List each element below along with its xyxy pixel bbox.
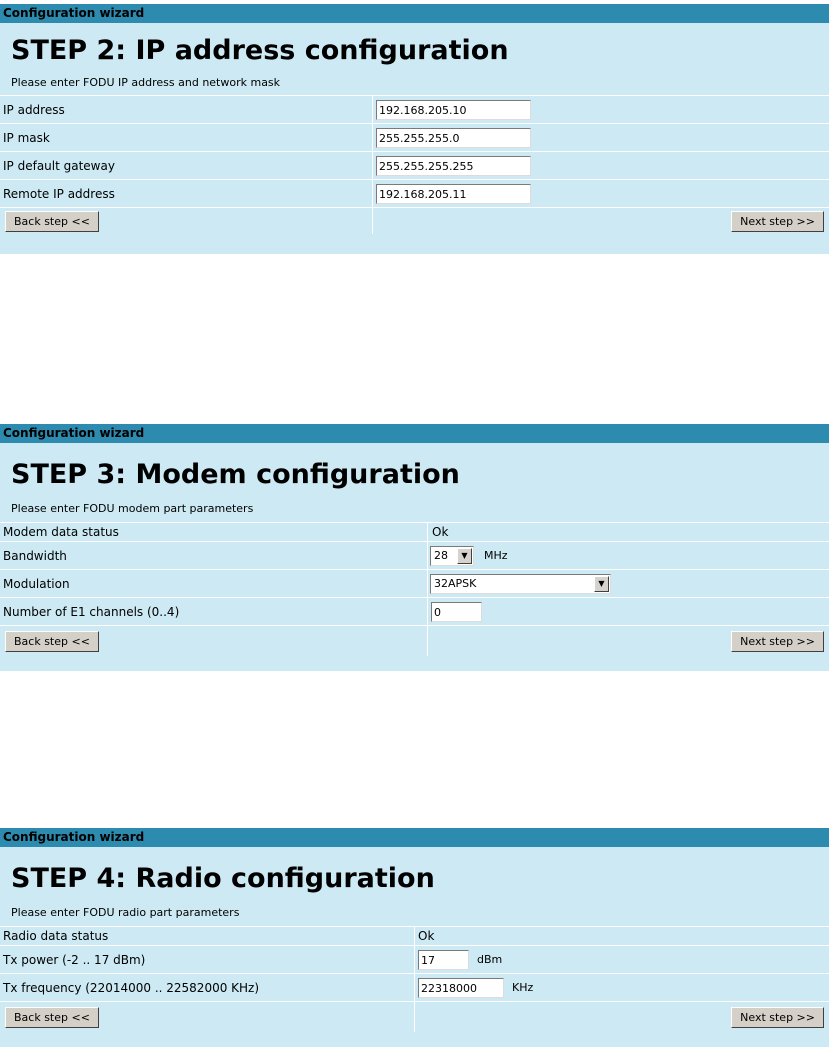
tx-frequency-input[interactable] bbox=[418, 978, 504, 998]
modulation-select[interactable] bbox=[430, 574, 611, 594]
wizard-header: Configuration wizard bbox=[0, 4, 829, 23]
field-row-default-gateway bbox=[0, 151, 829, 179]
column-divider bbox=[372, 96, 373, 123]
field-row-e1-channels bbox=[0, 597, 829, 625]
page-title: STEP 4: Radio configuration bbox=[11, 863, 435, 894]
field-row-bandwidth bbox=[0, 541, 829, 569]
field-row-tx-power bbox=[0, 945, 829, 973]
back-step-button[interactable]: Back step << bbox=[5, 211, 99, 232]
field-row-modem-status bbox=[0, 522, 829, 541]
column-divider bbox=[372, 124, 373, 151]
modulation-label: Modulation bbox=[3, 577, 70, 591]
wizard-header: Configuration wizard bbox=[0, 424, 829, 443]
tx-frequency-label: Tx frequency (22014000 .. 22582000 KHz) bbox=[3, 981, 260, 995]
ip-mask-label: IP mask bbox=[3, 131, 50, 145]
button-row bbox=[0, 625, 829, 656]
tx-frequency-unit: KHz bbox=[512, 981, 534, 994]
button-row bbox=[0, 1001, 829, 1032]
bandwidth-unit: MHz bbox=[484, 549, 508, 562]
default-gateway-label: IP default gateway bbox=[3, 159, 115, 173]
step-description: Please enter FODU modem part parameters bbox=[11, 502, 254, 515]
bandwidth-label: Bandwidth bbox=[3, 549, 67, 563]
default-gateway-input[interactable] bbox=[376, 156, 531, 176]
e1-channels-label: Number of E1 channels (0..4) bbox=[3, 605, 180, 619]
bandwidth-selected-value: 28 bbox=[434, 549, 448, 562]
ip-address-label: IP address bbox=[3, 103, 65, 117]
step-description: Please enter FODU radio part parameters bbox=[11, 906, 240, 919]
column-divider bbox=[414, 1002, 415, 1032]
radio-status-value: Ok bbox=[418, 929, 435, 943]
tx-power-input[interactable] bbox=[418, 950, 469, 970]
radio-status-label: Radio data status bbox=[3, 929, 109, 943]
chevron-down-icon[interactable]: ▼ bbox=[457, 548, 472, 564]
tx-power-label: Tx power (-2 .. 17 dBm) bbox=[3, 953, 146, 967]
step-description: Please enter FODU IP address and network mask bbox=[11, 76, 281, 89]
column-divider bbox=[372, 152, 373, 179]
column-divider bbox=[372, 180, 373, 207]
field-row-radio-status bbox=[0, 926, 829, 945]
column-divider bbox=[427, 570, 428, 597]
column-divider bbox=[372, 208, 373, 234]
bandwidth-select[interactable] bbox=[430, 546, 474, 566]
step3-panel bbox=[0, 424, 829, 671]
button-row bbox=[0, 207, 829, 234]
step2-panel bbox=[0, 4, 829, 254]
remote-ip-input[interactable] bbox=[376, 184, 531, 204]
ip-address-input[interactable] bbox=[376, 100, 531, 120]
field-row-tx-frequency bbox=[0, 973, 829, 1001]
next-step-button[interactable]: Next step >> bbox=[731, 211, 824, 232]
page-title: STEP 3: Modem configuration bbox=[11, 459, 460, 490]
column-divider bbox=[414, 927, 415, 945]
back-step-button[interactable]: Back step << bbox=[5, 1007, 99, 1028]
field-row-remote-ip bbox=[0, 179, 829, 207]
field-row-modulation bbox=[0, 569, 829, 597]
page-title: STEP 2: IP address configuration bbox=[11, 35, 509, 66]
back-step-button[interactable]: Back step << bbox=[5, 631, 99, 652]
field-row-ip-address bbox=[0, 95, 829, 123]
ip-mask-input[interactable] bbox=[376, 128, 531, 148]
modem-status-label: Modem data status bbox=[3, 525, 119, 539]
tx-power-unit: dBm bbox=[477, 953, 503, 966]
column-divider bbox=[414, 974, 415, 1001]
column-divider bbox=[427, 523, 428, 541]
column-divider bbox=[427, 598, 428, 625]
next-step-button[interactable]: Next step >> bbox=[731, 631, 824, 652]
modulation-selected-value: 32APSK bbox=[434, 577, 477, 590]
column-divider bbox=[427, 542, 428, 569]
remote-ip-label: Remote IP address bbox=[3, 187, 115, 201]
chevron-down-icon[interactable]: ▼ bbox=[594, 576, 609, 592]
wizard-header: Configuration wizard bbox=[0, 828, 829, 847]
field-row-ip-mask bbox=[0, 123, 829, 151]
next-step-button[interactable]: Next step >> bbox=[731, 1007, 824, 1028]
modem-status-value: Ok bbox=[432, 525, 449, 539]
column-divider bbox=[414, 946, 415, 973]
step4-panel bbox=[0, 828, 829, 1047]
column-divider bbox=[427, 626, 428, 656]
e1-channels-input[interactable] bbox=[431, 602, 482, 622]
